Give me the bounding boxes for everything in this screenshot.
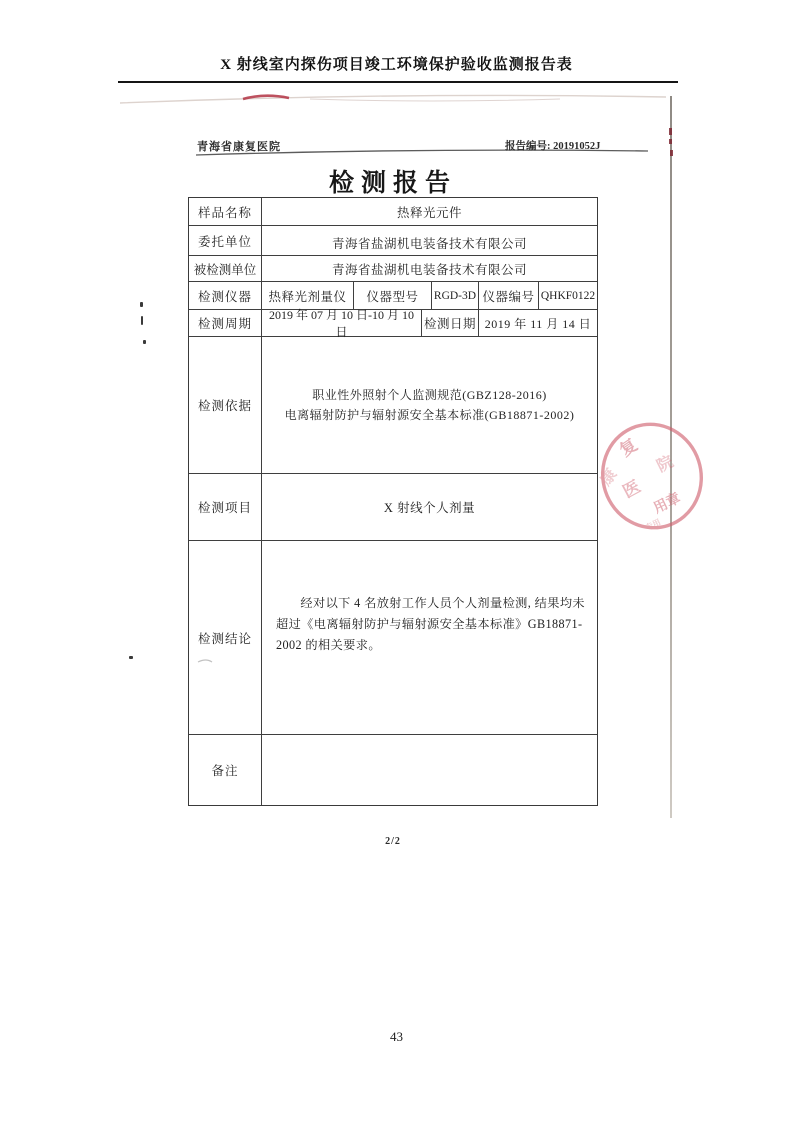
seal-label: 用章	[651, 491, 684, 517]
table-row-period	[189, 308, 597, 339]
table-row-basis	[189, 336, 597, 473]
hospital-name: 青海省康复医院	[197, 141, 281, 153]
seal-char: 院	[654, 453, 677, 476]
table-row-tested-unit	[189, 255, 597, 281]
row-label: 检测仪器	[197, 289, 252, 304]
red-seal-stamp	[586, 412, 724, 550]
basis-line-2: 电离辐射防护与辐射源安全基本标准(GB18871-2002)	[284, 408, 575, 422]
table-row-remarks	[189, 734, 597, 805]
table-row-client	[189, 225, 597, 255]
remarks-value	[261, 735, 597, 805]
conclusion-value	[261, 541, 597, 734]
edge-ink-mark	[669, 128, 672, 135]
report-title: 检测报告	[328, 170, 457, 197]
instrument-name-value: 热释光剂量仪	[261, 282, 353, 309]
basis-value	[261, 337, 597, 473]
instrument-serial-label: 仪器编号	[478, 282, 538, 309]
scan-speck	[140, 302, 143, 307]
scan-page-indicator: 2/2	[385, 836, 401, 847]
period-value: 2019 年 07 月 10 日-10 月 10 日	[261, 310, 421, 336]
report-number: 报告编号: 20191052J	[505, 141, 601, 152]
table-row-instrument	[189, 281, 597, 309]
seal-graphic	[586, 412, 724, 550]
row-label: 备注	[211, 764, 239, 778]
seal-small-text: 专用	[643, 517, 663, 533]
client-unit-value: 青海省盐湖机电装备技术有限公司	[261, 226, 597, 255]
conclusion-paragraph: 经对以下 4 名放射工作人员个人剂量检测, 结果均未超过《电离辐射防护与辐射源安全基本标准》GB18871-2002 的相关要求。	[276, 596, 586, 652]
row-label: 检测项目	[197, 501, 252, 515]
header-divider	[118, 81, 678, 83]
sample-name-value: 热释光元件	[261, 198, 597, 225]
row-label: 检测依据	[197, 399, 252, 413]
seal-char: 复	[616, 434, 641, 461]
row-label: 被检测单位	[193, 262, 257, 277]
scan-speck	[141, 316, 143, 325]
scan-speck	[143, 340, 146, 344]
seal-char: 医	[619, 476, 644, 502]
table-row-items	[189, 473, 597, 540]
scan-speck	[129, 656, 133, 659]
report-table	[188, 197, 598, 806]
test-date-label: 检测日期	[421, 310, 478, 336]
footer-page-number: 43	[390, 1029, 403, 1044]
instrument-model-value: RGD-3D	[431, 282, 478, 309]
row-label: 样品名称	[197, 205, 252, 220]
row-label: 委托单位	[197, 234, 252, 249]
items-value: X 射线个人剂量	[261, 474, 597, 540]
edge-ink-mark	[670, 150, 673, 156]
table-row-sample	[189, 198, 597, 225]
edge-ink-mark	[669, 139, 672, 144]
basis-line-1: 职业性外照射个人监测规范(GBZ128-2016)	[312, 388, 547, 402]
tested-unit-value: 青海省盐湖机电装备技术有限公司	[261, 256, 597, 281]
seal-char: 康	[597, 465, 621, 490]
table-row-conclusion	[189, 540, 597, 734]
test-date-value: 2019 年 11 月 14 日	[478, 310, 597, 336]
instrument-model-label: 仪器型号	[353, 282, 431, 309]
row-label: 检测结论	[197, 631, 252, 646]
page-title: X 射线室内探伤项目竣工环境保护验收监测报告表	[220, 57, 573, 73]
instrument-serial-value: QHKF0122	[538, 282, 597, 309]
row-label: 检测周期	[197, 317, 252, 331]
